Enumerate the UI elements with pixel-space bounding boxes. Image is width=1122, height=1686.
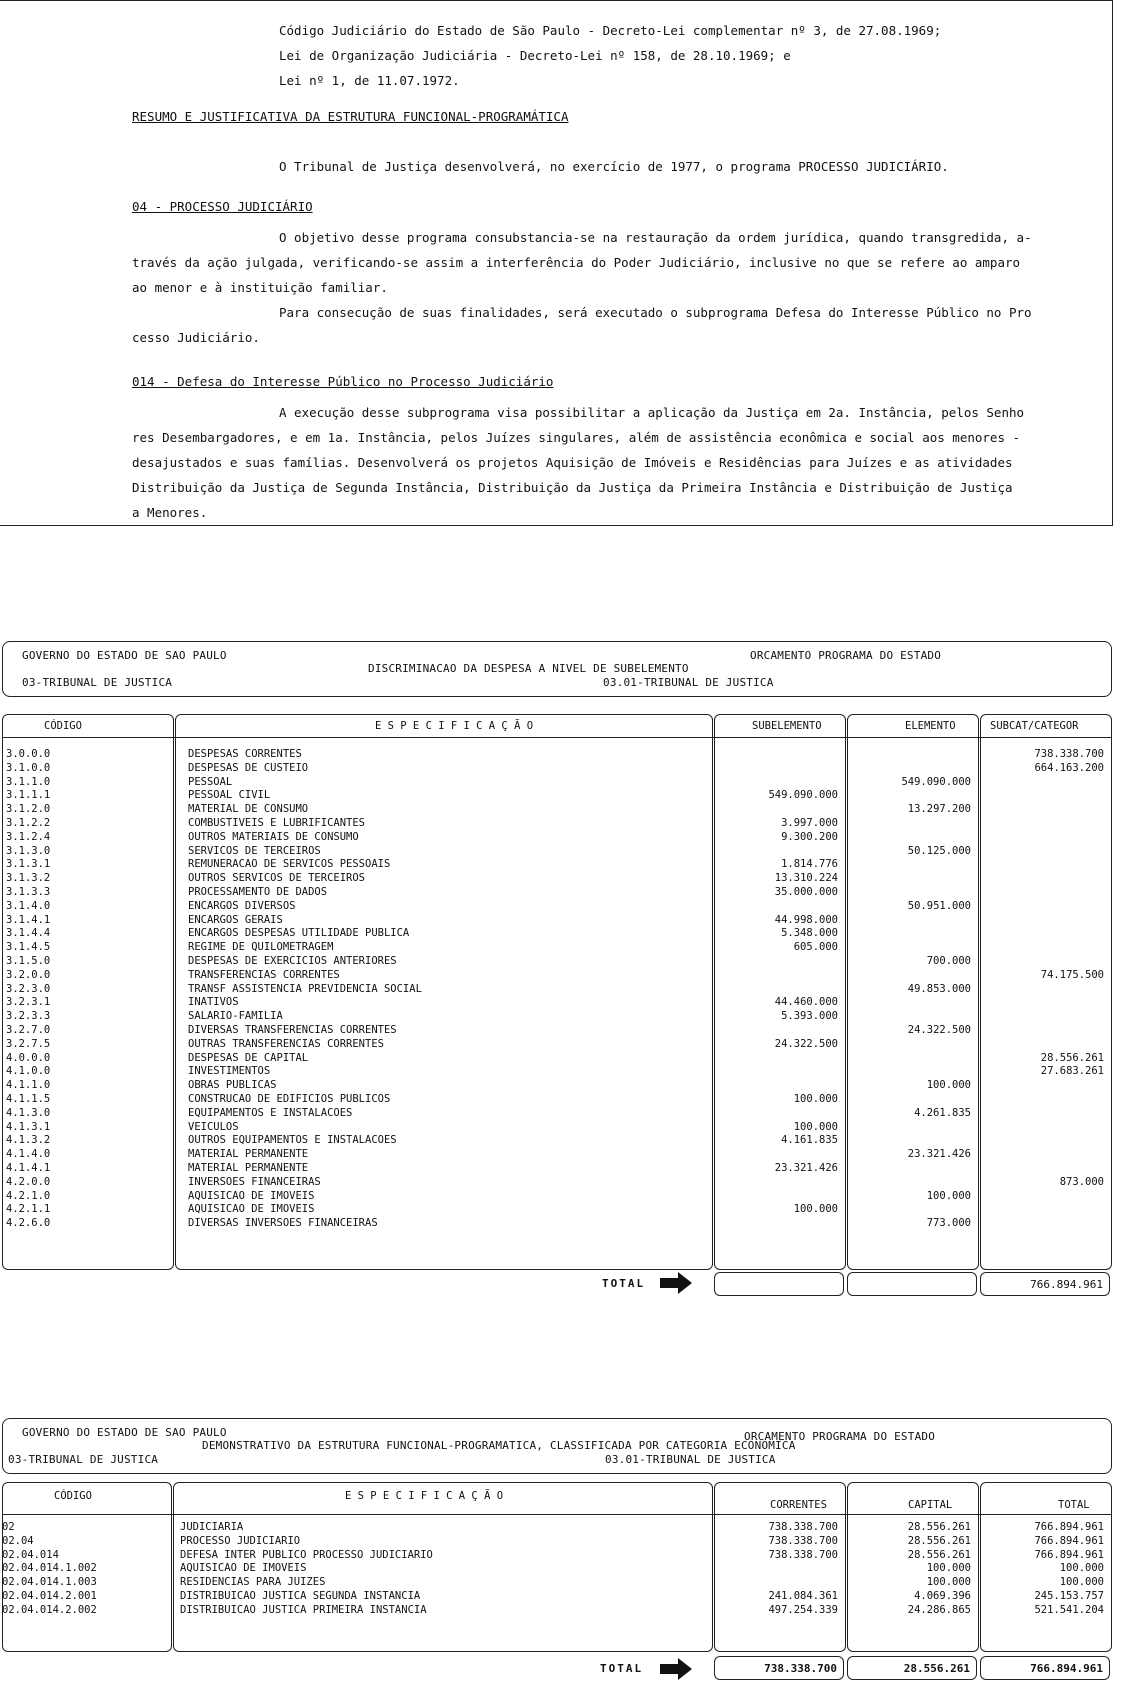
table1-cell-element — [847, 927, 971, 941]
table1-cell-subcat — [980, 996, 1104, 1010]
table1-cell-subcat — [980, 1093, 1104, 1107]
program-04-text: ao menor e à instituição familiar. — [132, 280, 388, 295]
subprogram-014-text: res Desembargadores, e em 1a. Instância, pelos Juízes singulares, além de assistência econômica e social aos menores - — [132, 430, 1021, 445]
table1-cell-desc: INVESTIMENTOS — [188, 1065, 271, 1078]
table1-cell-code: 3.1.5.0 — [6, 954, 51, 967]
table2-cell-desc: DEFESA INTER PUBLICO PROCESSO JUDICIARIO — [180, 1548, 433, 1561]
table1-cell-subelement — [714, 776, 838, 790]
table1-cell-desc: MATERIAL DE CONSUMO — [188, 803, 309, 816]
table1-cell-code: 3.1.2.2 — [6, 816, 51, 829]
table1-cell-element — [847, 1134, 971, 1148]
table2-cell-correntes: 497.254.339 — [768, 1603, 838, 1616]
table2-gov: GOVERNO DO ESTADO DE SAO PAULO — [22, 1426, 227, 1439]
table1-cell-code: 3.1.3.0 — [6, 844, 51, 857]
table1-cell-element — [847, 831, 971, 845]
table2-cell-capital: 28.556.261 — [907, 1548, 971, 1561]
table1-cell-element: 100.000 — [926, 1079, 971, 1092]
table1-cell-desc: DESPESAS CORRENTES — [188, 748, 302, 760]
table1-cell-subcat — [980, 845, 1104, 859]
section-heading: RESUMO E JUSTIFICATIVA DA ESTRUTURA FUNCIONAL-PROGRAMÁTICA — [132, 109, 569, 124]
table2-total-values — [980, 1521, 1104, 1618]
table1-cell-desc: VEICULOS — [188, 1120, 239, 1133]
table1-cell-element: 773.000 — [926, 1217, 971, 1230]
table1-cell-code: 3.2.0.0 — [6, 968, 51, 981]
table1-total-elem — [847, 1272, 977, 1296]
table2-descriptions — [180, 1521, 705, 1618]
table1-total-value: 766.894.961 — [980, 1272, 1110, 1296]
table1-cell-subcat — [980, 803, 1104, 817]
table1-cell-subelement — [714, 969, 838, 983]
table1-cell-code: 4.2.6.0 — [6, 1217, 51, 1230]
table1-cell-subelement: 23.321.426 — [774, 1161, 838, 1174]
table2-total-capital: 28.556.261 — [847, 1656, 977, 1680]
table2-unit: 03.01-TRIBUNAL DE JUSTICA — [605, 1453, 776, 1466]
table1-cell-subelement: 24.322.500 — [774, 1037, 838, 1050]
table1-cell-subelement — [714, 1217, 838, 1231]
table1-cell-element — [847, 1176, 971, 1190]
table1-cell-subelement: 5.393.000 — [781, 1010, 838, 1023]
table2-cell-capital: 24.286.865 — [907, 1603, 971, 1616]
legal-ref-3: Lei nº 1, de 11.07.1972. — [279, 73, 460, 88]
table1-cell-subcat — [980, 1010, 1104, 1024]
table1-header-subcat: SUBCAT/CATEGOR — [990, 720, 1079, 732]
table1-cell-subcat — [980, 900, 1104, 914]
table1-gov: GOVERNO DO ESTADO DE SAO PAULO — [22, 649, 227, 662]
table1-cell-element — [847, 969, 971, 983]
table2-header-correntes: CORRENTES — [770, 1499, 827, 1511]
table1-cell-subcat: 873.000 — [1059, 1175, 1104, 1188]
subprogram-014-text: A execução desse subprograma visa possibilitar a aplicação da Justiça em 2a. Instância, pelos Senho — [279, 405, 1025, 420]
program-04-text: O objetivo desse programa consubstancia-se na restauração da ordem jurídica, quando transgredida, a- — [279, 230, 1032, 245]
table1-cell-element: 49.853.000 — [907, 982, 971, 995]
table1-cell-subcat — [980, 1024, 1104, 1038]
table1-cell-subcat — [980, 1190, 1104, 1204]
table1-cell-code: 3.2.7.5 — [6, 1037, 51, 1050]
table1-cell-subelement — [714, 955, 838, 969]
table1-cell-subcat — [980, 1038, 1104, 1052]
table1-cell-subelement — [714, 845, 838, 859]
table1-cell-subcat — [980, 1148, 1104, 1162]
table1-cell-desc: TRANSFERENCIAS CORRENTES — [188, 968, 340, 981]
table1-cell-subcat — [980, 1134, 1104, 1148]
table1-cell-subelement: 35.000.000 — [774, 885, 838, 898]
table1-cell-code: 4.2.0.0 — [6, 1175, 51, 1188]
table1-cell-subelement: 549.090.000 — [768, 789, 838, 802]
legal-ref-1: Código Judiciário do Estado de São Paulo - Decreto-Lei complementar nº 3, de 27.08.1969; — [279, 23, 942, 38]
table1-total-label: TOTAL — [602, 1277, 646, 1290]
table1-cell-subelement: 605.000 — [793, 941, 838, 954]
program-04-title: 04 - PROCESSO JUDICIÁRIO — [132, 199, 313, 214]
table1-cell-subelement: 100.000 — [793, 1203, 838, 1216]
table1-cell-element — [847, 1038, 971, 1052]
table1-header-codigo: CÓDIGO — [44, 720, 82, 732]
table1-cell-subcat: 738.338.700 — [1034, 748, 1104, 760]
table1-cell-subelement — [714, 1024, 838, 1038]
table2-cell-correntes: 738.338.700 — [768, 1521, 838, 1533]
table2-cell-correntes — [714, 1562, 838, 1576]
table2-cell-correntes — [714, 1576, 838, 1590]
table1-cell-code: 4.1.3.2 — [6, 1134, 51, 1147]
table1-cell-desc: TRANSF ASSISTENCIA PREVIDENCIA SOCIAL — [188, 982, 422, 995]
table2-cell-capital: 100.000 — [926, 1562, 971, 1575]
table1-org: 03-TRIBUNAL DE JUSTICA — [22, 676, 173, 689]
table1-cell-subelement — [714, 1079, 838, 1093]
table1-cell-subcat: 28.556.261 — [1040, 1051, 1104, 1064]
table2-org: 03-TRIBUNAL DE JUSTICA — [8, 1453, 159, 1466]
table1-cell-subcat — [980, 817, 1104, 831]
table1-cell-element: 549.090.000 — [901, 775, 971, 788]
table1-cell-desc: REMUNERACAO DE SERVICOS PESSOAIS — [188, 858, 391, 871]
table1-cell-subelement — [714, 1176, 838, 1190]
table1-cell-code: 4.1.3.0 — [6, 1106, 51, 1119]
table1-cell-subcat — [980, 831, 1104, 845]
table1-cell-code: 3.1.4.1 — [6, 913, 51, 926]
table2-budget: ORCAMENTO PROGRAMA DO ESTADO — [744, 1430, 936, 1443]
table1-cell-desc: EQUIPAMENTOS E INSTALACOES — [188, 1106, 353, 1119]
table1-cell-subelement — [714, 1148, 838, 1162]
table1-cell-element — [847, 1052, 971, 1066]
table1-cell-subelement — [714, 803, 838, 817]
table1-cell-desc: SALARIO-FAMILIA — [188, 1010, 283, 1023]
table2-cell-total: 521.541.204 — [1034, 1603, 1104, 1616]
table1-cell-desc: OUTRAS TRANSFERENCIAS CORRENTES — [188, 1037, 384, 1050]
table1-cell-element: 50.951.000 — [907, 899, 971, 912]
table1-cell-subelement: 44.460.000 — [774, 996, 838, 1009]
table1-cell-subelement — [714, 762, 838, 776]
table1-descriptions — [188, 748, 708, 1231]
table1-cell-desc: DIVERSAS TRANSFERENCIAS CORRENTES — [188, 1023, 397, 1036]
table1-cell-subelement — [714, 1107, 838, 1121]
table2-cell-desc: JUDICIARIA — [180, 1521, 244, 1533]
table1-subelement-values — [714, 748, 838, 1231]
table1-cell-subelement: 13.310.224 — [774, 872, 838, 885]
table1-budget: ORCAMENTO PROGRAMA DO ESTADO — [750, 649, 942, 662]
table1-cell-desc: INATIVOS — [188, 996, 239, 1009]
table1-cell-subcat — [980, 914, 1104, 928]
table2-cell-code: 02.04.014 — [2, 1548, 59, 1561]
table1-cell-code: 4.1.0.0 — [6, 1065, 51, 1078]
table2-correntes-values — [714, 1521, 838, 1618]
table1-cell-code: 4.1.3.1 — [6, 1120, 51, 1133]
table2-cell-total: 766.894.961 — [1034, 1534, 1104, 1547]
table2-cell-code: 02.04.014.1.003 — [2, 1576, 97, 1589]
table1-cell-subcat: 74.175.500 — [1040, 968, 1104, 981]
table1-cell-code: 3.2.7.0 — [6, 1023, 51, 1036]
table1-cell-element — [847, 872, 971, 886]
table1-cell-code: 3.2.3.3 — [6, 1010, 51, 1023]
table1-cell-element — [847, 1065, 971, 1079]
table1-cell-element: 50.125.000 — [907, 844, 971, 857]
table1-cell-code: 3.1.4.0 — [6, 899, 51, 912]
table1-cell-element: 24.322.500 — [907, 1023, 971, 1036]
table1-cell-desc: ENCARGOS DESPESAS UTILIDADE PUBLICA — [188, 927, 410, 940]
subprogram-014-text: desajustados e suas famílias. Desenvolverá os projetos Aquisição de Imóveis e Residências para Juízes e as atividades — [132, 455, 1013, 470]
table1-cell-desc: OUTROS EQUIPAMENTOS E INSTALACOES — [188, 1134, 397, 1147]
table1-cell-subcat — [980, 1121, 1104, 1135]
table1-cell-subcat — [980, 858, 1104, 872]
table1-cell-desc: AQUISICAO DE IMOVEIS — [188, 1203, 315, 1216]
table1-element-values — [847, 748, 971, 1231]
table2-total-correntes: 738.338.700 — [714, 1656, 844, 1680]
table1-cell-subcat — [980, 1203, 1104, 1217]
table1-cell-code: 4.1.1.5 — [6, 1092, 51, 1105]
table1-cell-element — [847, 1203, 971, 1217]
table2-total-label: TOTAL — [600, 1662, 644, 1675]
table1-total-subel — [714, 1272, 844, 1296]
table2-cell-desc: RESIDENCIAS PARA JUIZES — [180, 1576, 326, 1589]
table2-cell-total: 766.894.961 — [1034, 1548, 1104, 1561]
table2-cell-desc: PROCESSO JUDICIARIO — [180, 1534, 301, 1547]
table1-cell-subcat: 664.163.200 — [1034, 761, 1104, 774]
table1-cell-element — [847, 886, 971, 900]
table1-cell-code: 4.0.0.0 — [6, 1051, 51, 1064]
table2-cell-capital: 28.556.261 — [907, 1521, 971, 1533]
table1-cell-element — [847, 748, 971, 762]
table1-cell-element — [847, 1093, 971, 1107]
table1-cell-desc: PESSOAL — [188, 775, 233, 788]
table1-cell-desc: AQUISICAO DE IMOVEIS — [188, 1189, 315, 1202]
table1-cell-subcat: 27.683.261 — [1040, 1065, 1104, 1078]
table1-cell-subcat — [980, 886, 1104, 900]
table1-cell-subcat — [980, 1217, 1104, 1231]
table1-cell-subcat — [980, 872, 1104, 886]
table2-cell-desc: AQUISICAO DE IMOVEIS — [180, 1562, 307, 1575]
table1-cell-desc: MATERIAL PERMANENTE — [188, 1148, 309, 1161]
table2-cell-desc: DISTRIBUICAO JUSTICA SEGUNDA INSTANCIA — [180, 1589, 421, 1602]
table1-cell-code: 3.1.2.4 — [6, 830, 51, 843]
table2-header-espec: E S P E C I F I C A Ç Ã O — [345, 1490, 504, 1502]
program-04-text: cesso Judiciário. — [132, 330, 260, 345]
table1-cell-desc: PROCESSAMENTO DE DADOS — [188, 885, 328, 898]
table1-cell-desc: INVERSOES FINANCEIRAS — [188, 1175, 321, 1188]
table1-cell-subelement — [714, 1065, 838, 1079]
program-04-text: Para consecução de suas finalidades, será executado o subprograma Defesa do Interesse Público no Pro — [279, 305, 1032, 320]
table1-cell-code: 4.1.1.0 — [6, 1079, 51, 1092]
table1-cell-desc: DESPESAS DE CAPITAL — [188, 1051, 309, 1064]
table1-cell-element — [847, 996, 971, 1010]
table1-cell-code: 3.1.4.4 — [6, 927, 51, 940]
table1-cell-subelement — [714, 900, 838, 914]
arrow-right-icon — [660, 1658, 692, 1680]
subprogram-014-text: Distribuição da Justiça de Segunda Instância, Distribuição da Justiça da Primeira Instância e Distribuição de Justiça — [132, 480, 1013, 495]
table2-cell-code: 02.04.014.2.001 — [2, 1589, 97, 1602]
legal-ref-2: Lei de Organização Judiciária - Decreto-Lei nº 158, de 28.10.1969; e — [279, 48, 791, 63]
table1-cell-desc: OUTROS SERVICOS DE TERCEIROS — [188, 872, 366, 885]
table1-cell-code: 3.1.3.2 — [6, 872, 51, 885]
table2-cell-capital: 100.000 — [926, 1576, 971, 1589]
table1-cell-subelement — [714, 748, 838, 762]
arrow-right-icon — [660, 1272, 692, 1294]
table1-cell-desc: DIVERSAS INVERSOES FINANCEIRAS — [188, 1217, 378, 1230]
table2-cell-desc: DISTRIBUICAO JUSTICA PRIMEIRA INSTANCIA — [180, 1603, 427, 1616]
table1-cell-element: 100.000 — [926, 1189, 971, 1202]
table2-cell-correntes: 738.338.700 — [768, 1548, 838, 1561]
table1-cell-subcat — [980, 1107, 1104, 1121]
table1-cell-desc: SERVICOS DE TERCEIROS — [188, 844, 321, 857]
subprogram-014-text: a Menores. — [132, 505, 208, 520]
table2-cell-code: 02.04.014.2.002 — [2, 1603, 97, 1616]
table1-cell-subcat — [980, 1079, 1104, 1093]
table2-cell-code: 02 — [2, 1521, 15, 1533]
table1-cell-desc: ENCARGOS DIVERSOS — [188, 899, 296, 912]
table1-cell-subelement: 100.000 — [793, 1092, 838, 1105]
table1-cell-element — [847, 1010, 971, 1024]
program-04-text: través da ação julgada, verificando-se assim a interferência do Poder Judiciário, inclusive no que se refere ao amparo — [132, 255, 1021, 270]
table1-header-elem: ELEMENTO — [905, 720, 956, 732]
table2-cell-total: 245.153.757 — [1034, 1589, 1104, 1602]
table1-cell-element — [847, 762, 971, 776]
table1-header-rule — [2, 737, 1112, 738]
table1-cell-desc: MATERIAL PERMANENTE — [188, 1161, 309, 1174]
table1-cell-subcat — [980, 927, 1104, 941]
table1-cell-code: 3.1.3.3 — [6, 885, 51, 898]
table1-cell-desc: PESSOAL CIVIL — [188, 789, 271, 802]
table1-cell-subelement: 100.000 — [793, 1120, 838, 1133]
table1-subcat-values — [980, 748, 1104, 1231]
table1-cell-element — [847, 858, 971, 872]
table1-cell-subcat — [980, 789, 1104, 803]
table1-cell-subelement: 44.998.000 — [774, 913, 838, 926]
table1-cell-desc: DESPESAS DE EXERCICIOS ANTERIORES — [188, 954, 397, 967]
table1-cell-code: 3.1.3.1 — [6, 858, 51, 871]
table1-cell-subcat — [980, 941, 1104, 955]
table1-unit: 03.01-TRIBUNAL DE JUSTICA — [603, 676, 774, 689]
table2-codes — [2, 1521, 167, 1618]
table1-cell-subcat — [980, 983, 1104, 997]
table2-cell-correntes: 738.338.700 — [768, 1534, 838, 1547]
table1-cell-subelement: 5.348.000 — [781, 927, 838, 940]
table1-cell-code: 3.0.0.0 — [6, 748, 51, 760]
table1-cell-element — [847, 817, 971, 831]
table1-cell-code: 3.1.0.0 — [6, 761, 51, 774]
table1-cell-code: 4.2.1.0 — [6, 1189, 51, 1202]
table1-cell-subcat — [980, 776, 1104, 790]
table1-title: DISCRIMINACAO DA DESPESA A NIVEL DE SUBELEMENTO — [368, 662, 689, 675]
table1-header-espec: E S P E C I F I C A Ç Ã O — [375, 720, 534, 732]
table1-cell-code: 3.2.3.1 — [6, 996, 51, 1009]
table1-cell-subelement: 3.997.000 — [781, 816, 838, 829]
table2-cell-total: 766.894.961 — [1034, 1521, 1104, 1533]
table1-cell-subcat — [980, 955, 1104, 969]
table1-cell-subelement — [714, 1052, 838, 1066]
table2-cell-capital: 4.069.396 — [914, 1589, 971, 1602]
table1-cell-desc: ENCARGOS GERAIS — [188, 913, 283, 926]
table1-cell-desc: OBRAS PUBLICAS — [188, 1079, 277, 1092]
table1-cell-code: 3.1.1.0 — [6, 775, 51, 788]
table1-cell-element — [847, 789, 971, 803]
table2-cell-code: 02.04 — [2, 1534, 34, 1547]
table2-header-rule — [2, 1514, 1112, 1515]
table1-cell-subelement — [714, 1190, 838, 1204]
table2-cell-total: 100.000 — [1059, 1576, 1104, 1589]
table1-cell-element — [847, 941, 971, 955]
table1-cell-element: 4.261.835 — [914, 1106, 971, 1119]
table1-cell-desc: CONSTRUCAO DE EDIFICIOS PUBLICOS — [188, 1092, 391, 1105]
table2-capital-values — [847, 1521, 971, 1618]
table2-cell-capital: 28.556.261 — [907, 1534, 971, 1547]
table2-cell-code: 02.04.014.1.002 — [2, 1562, 97, 1575]
table1-cell-element — [847, 914, 971, 928]
table2-header-codigo: CÓDIGO — [54, 1490, 92, 1502]
justification-section — [0, 0, 1113, 526]
table1-cell-subcat — [980, 1162, 1104, 1176]
table1-cell-element — [847, 1162, 971, 1176]
table1-cell-code: 3.1.1.1 — [6, 789, 51, 802]
table1-cell-desc: DESPESAS DE CUSTEIO — [188, 761, 309, 774]
table1-cell-subelement — [714, 983, 838, 997]
table1-cell-desc: COMBUSTIVEIS E LUBRIFICANTES — [188, 816, 366, 829]
table1-cell-subelement: 4.161.835 — [781, 1134, 838, 1147]
program-intro: O Tribunal de Justiça desenvolverá, no exercício de 1977, o programa PROCESSO JUDICIÁRIO. — [279, 159, 949, 174]
table2-total-total: 766.894.961 — [980, 1656, 1110, 1680]
table2-cell-total: 100.000 — [1059, 1562, 1104, 1575]
table1-cell-element — [847, 1121, 971, 1135]
table1-cell-subelement: 1.814.776 — [781, 858, 838, 871]
table2-cell-correntes: 241.084.361 — [768, 1589, 838, 1602]
subprogram-014-title: 014 - Defesa do Interesse Público no Processo Judiciário — [132, 374, 554, 389]
table1-cell-element: 23.321.426 — [907, 1148, 971, 1161]
table1-cell-code: 4.2.1.1 — [6, 1203, 51, 1216]
table1-cell-desc: REGIME DE QUILOMETRAGEM — [188, 941, 334, 954]
table1-cell-code: 3.2.3.0 — [6, 982, 51, 995]
table1-codes — [6, 748, 166, 1231]
table1-cell-element: 13.297.200 — [907, 803, 971, 816]
table2-title: DEMONSTRATIVO DA ESTRUTURA FUNCIONAL-PROGRAMATICA, CLASSIFICADA POR CATEGORIA ECONOMICA — [202, 1439, 796, 1452]
table1-cell-desc: OUTROS MATERIAIS DE CONSUMO — [188, 830, 359, 843]
table1-cell-code: 4.1.4.0 — [6, 1148, 51, 1161]
table1-cell-subelement: 9.300.200 — [781, 830, 838, 843]
table1-cell-code: 3.1.2.0 — [6, 803, 51, 816]
table1-header-subel: SUBELEMENTO — [752, 720, 822, 732]
table2-header-total: TOTAL — [1058, 1499, 1090, 1511]
table1-cell-code: 3.1.4.5 — [6, 941, 51, 954]
table1-cell-element: 700.000 — [926, 954, 971, 967]
table1-cell-code: 4.1.4.1 — [6, 1161, 51, 1174]
table2-header-capital: CAPITAL — [908, 1499, 953, 1511]
